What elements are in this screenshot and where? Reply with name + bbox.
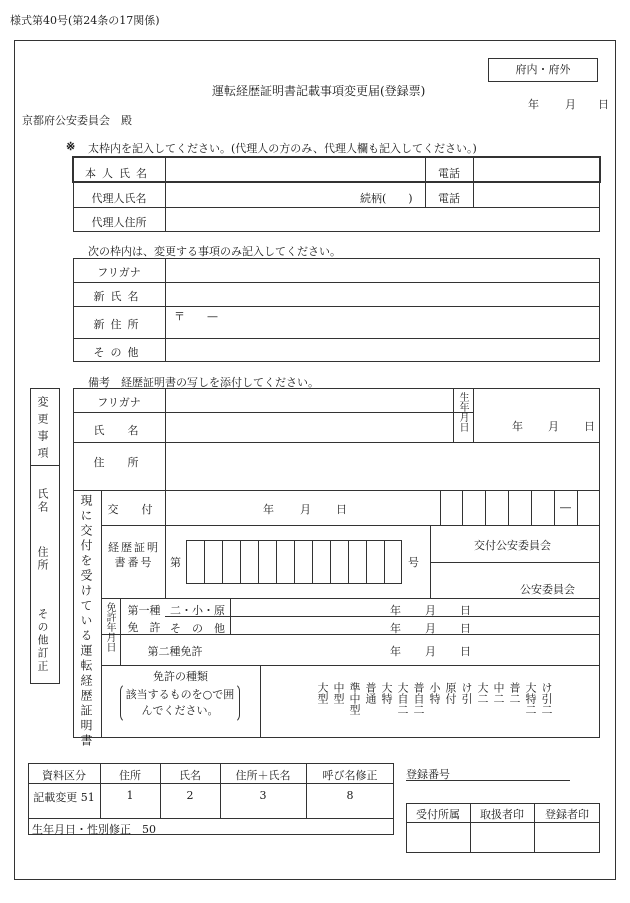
license-type-title: 免許の種類 <box>153 670 208 683</box>
postal-mark: 〒 — <box>174 310 218 323</box>
license1-year: 年 <box>390 604 401 617</box>
license3-year: 年 <box>390 645 401 658</box>
new-address-label: 新住所 <box>93 318 145 331</box>
personal-furigana: フリガナ <box>97 396 141 409</box>
license-type-instruction: 該当するものを○で囲んでください。 <box>125 688 235 717</box>
agent-phone-label: 電話 <box>438 192 460 205</box>
cert-dai: 第 <box>170 556 181 569</box>
type-towing[interactable]: け引 <box>460 682 473 704</box>
date-day: 日 <box>598 98 609 111</box>
addressee: 京都府公安委員会 殿 <box>22 114 132 127</box>
issue-year: 年 <box>263 503 274 516</box>
issuing-commission: 交付公安委員会 <box>474 539 551 552</box>
license-date-side: 免許年月日 <box>104 602 115 652</box>
side-address-label: 住所 <box>36 546 49 572</box>
birth-day: 日 <box>584 420 595 433</box>
personal-name-label: 氏 名 <box>93 424 145 437</box>
type-ordinary[interactable]: 普通 <box>364 682 377 704</box>
scope-box: 府内・府外 <box>488 58 598 82</box>
registrar-seal: 登録者印 <box>545 808 589 821</box>
license3-day: 日 <box>460 645 471 658</box>
commission: 公安委員会 <box>520 583 575 596</box>
row-label: 記載変更 51 <box>33 791 95 804</box>
instruction-note: 太枠内を記入してください。(代理人の方のみ、代理人欄も記入してください。) <box>88 142 477 155</box>
issue-day: 日 <box>336 503 347 516</box>
personal-address-label: 住 所 <box>93 456 145 469</box>
header-name: 氏名 <box>179 769 201 782</box>
type-large-special[interactable]: 大特 <box>380 682 393 704</box>
type-large-motorcycle[interactable]: 大自二 <box>396 682 409 715</box>
permit-label: 免 許 <box>127 621 161 634</box>
birth-label: 生年月日 <box>457 392 468 432</box>
license2-year: 年 <box>390 622 401 635</box>
type-small-special[interactable]: 小特 <box>428 682 441 704</box>
second-class-label: 第二種免許 <box>147 645 203 658</box>
two-small-motor-label: 二・小・原 <box>170 604 225 617</box>
license1-day: 日 <box>460 604 471 617</box>
remarks: 備考 経歴証明書の写しを添付してください。 <box>88 376 319 389</box>
phone-label: 電話 <box>438 167 460 180</box>
license1-month: 月 <box>425 604 436 617</box>
form-title: 運転経歴証明書記載事項変更届(登録票) <box>212 84 426 98</box>
birth-gender-correction: 生年月日・性別修正 50 <box>32 823 156 836</box>
issue-dash: ― <box>560 501 571 514</box>
cert-number-label: 経歴証明書番号 <box>108 541 160 569</box>
header-data-class: 資料区分 <box>42 769 86 782</box>
date-month: 月 <box>565 98 576 111</box>
type-ordinary-motorcycle[interactable]: 普自二 <box>412 682 425 715</box>
type-moped[interactable]: 原付 <box>444 682 457 704</box>
issue-label: 交 付 <box>107 503 159 516</box>
agent-name-label: 代理人氏名 <box>91 192 147 205</box>
license2-day: 日 <box>460 622 471 635</box>
change-items-label: 変更事項 <box>36 396 49 464</box>
value-address-name: 3 <box>259 789 267 802</box>
side-name-label: 氏名 <box>36 488 49 514</box>
type-medium[interactable]: 中型 <box>332 682 345 704</box>
license2-month: 月 <box>425 622 436 635</box>
other-change-label: その他 <box>93 346 145 359</box>
issue-month: 月 <box>300 503 311 516</box>
value-name: 2 <box>186 789 194 802</box>
form-number: 様式第40号(第24条の17関係) <box>10 14 160 27</box>
agent-address-label: 代理人住所 <box>91 216 147 229</box>
type-ordinary-2[interactable]: 普二 <box>508 682 521 704</box>
applicant-name-label: 本人氏名 <box>85 167 153 180</box>
first-class-label: 第一種 <box>127 604 161 617</box>
type-semi-medium[interactable]: 準中型 <box>348 682 361 715</box>
type-towing-2[interactable]: け引二 <box>540 682 553 715</box>
license-type-list <box>312 682 552 722</box>
type-medium-2[interactable]: 中二 <box>492 682 505 704</box>
value-address: 1 <box>126 789 134 802</box>
new-name-label: 新氏名 <box>93 290 145 303</box>
change-furigana: フリガナ <box>97 266 141 279</box>
type-large-special-2[interactable]: 大特二 <box>524 682 537 715</box>
other-license-label: そ の 他 <box>170 622 225 635</box>
header-address: 住所 <box>119 769 141 782</box>
birth-month: 月 <box>548 420 559 433</box>
current-cert-label: 現に交付を受けている運転経歴証明書 <box>79 494 93 749</box>
type-large-2[interactable]: 大二 <box>476 682 489 704</box>
handler-seal: 取扱者印 <box>480 808 524 821</box>
header-address-name: 住所＋氏名 <box>235 769 291 782</box>
birth-year: 年 <box>512 420 523 433</box>
registration-label: 登録番号 <box>406 768 450 781</box>
header-callname: 呼び名修正 <box>322 769 378 782</box>
relation-label: 続柄( ) <box>360 192 413 205</box>
side-other-label: その他訂正 <box>36 608 49 673</box>
license3-month: 月 <box>425 645 436 658</box>
date-year: 年 <box>528 98 539 111</box>
reception-dept: 受付所属 <box>416 808 460 821</box>
note-mark: ※ <box>66 140 76 153</box>
value-callname: 8 <box>346 789 354 802</box>
cert-go: 号 <box>408 556 419 569</box>
type-large[interactable]: 大型 <box>316 682 329 704</box>
change-note: 次の枠内は、変更する事項のみ記入してください。 <box>88 245 341 258</box>
